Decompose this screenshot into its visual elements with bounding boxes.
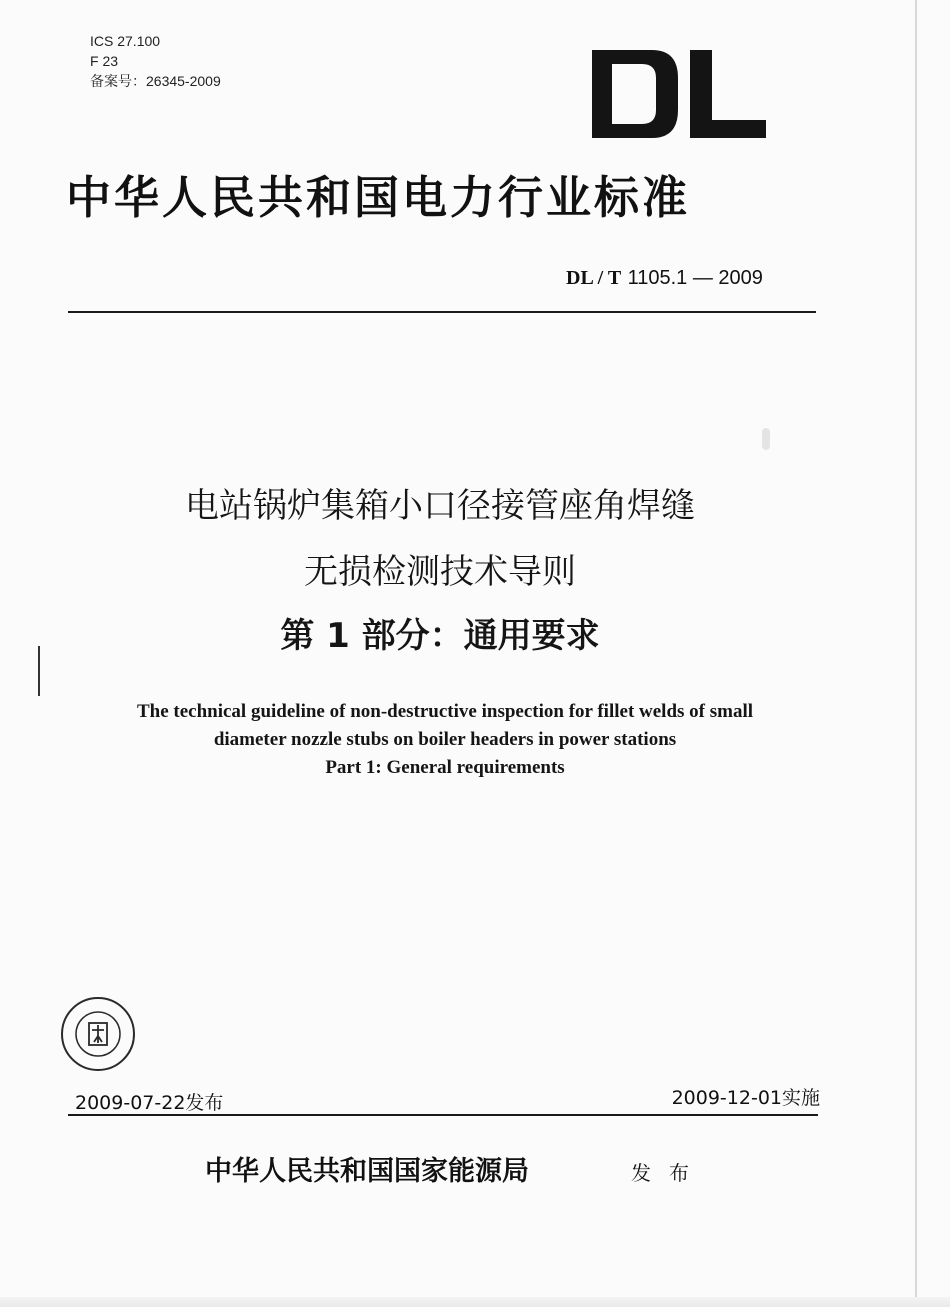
dl-logo — [590, 48, 770, 140]
scan-edge-bottom — [0, 1297, 950, 1307]
record-number: 备案号：26345-2009 — [90, 73, 221, 89]
dl-logo-letter-l — [690, 50, 766, 138]
scan-edge-right — [915, 0, 917, 1307]
implementation-date: 2009-12-01实施 — [671, 1087, 820, 1109]
standard-code: 1105.1 — 2009 — [627, 267, 763, 289]
en-title-line-2: diameter nozzle stubs on boiler headers in power stations — [213, 729, 677, 750]
cn-title-line-3: 第 1 部分：通用要求 — [280, 616, 600, 656]
scan-smudge — [762, 428, 770, 450]
margin-mark — [38, 646, 40, 696]
issue-action: 发布 — [631, 1161, 707, 1185]
en-title-line-3: Part 1: General requirements — [325, 757, 565, 778]
issuing-authority: 中华人民共和国国家能源局 — [205, 1156, 529, 1187]
cn-title-line-1: 电站锅炉集箱小口径接管座角焊缝 — [185, 486, 695, 526]
ccs-code: F 23 — [90, 53, 119, 69]
issue-date: 2009-07-22发布 — [75, 1092, 224, 1114]
classification-block — [90, 31, 221, 91]
standard-prefix: DL / T — [566, 267, 622, 289]
header-rule — [68, 311, 816, 313]
standard-number — [566, 264, 763, 291]
date-rule — [68, 1114, 818, 1116]
cn-title-line-2: 无损检测技术导则 — [304, 552, 576, 592]
ics-code: ICS 27.100 — [90, 33, 161, 49]
dl-logo-letter-d — [592, 50, 678, 138]
publisher-seal — [60, 996, 136, 1072]
en-title-line-1: The technical guideline of non-destructive inspection for fillet welds of small — [136, 701, 754, 722]
national-standard-title: 中华人民共和国电力行业标准 — [66, 171, 691, 224]
